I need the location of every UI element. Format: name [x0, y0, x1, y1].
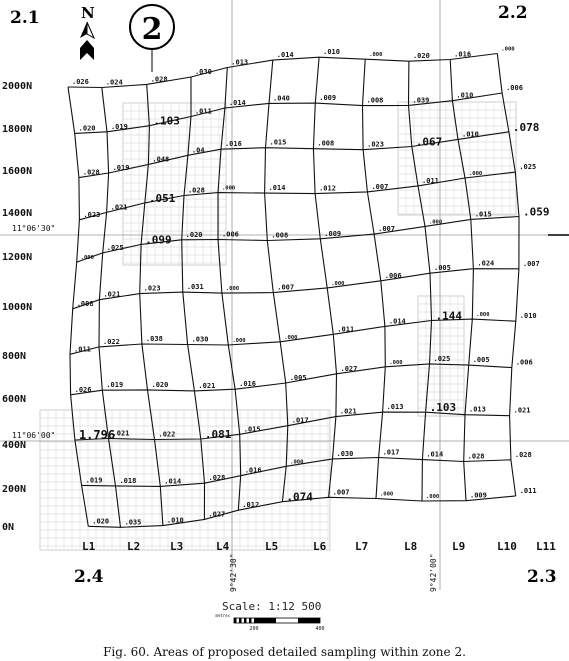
northing-label: 1000N [2, 302, 33, 313]
sample-value: .000 [379, 491, 394, 498]
sample-value: .010 [519, 312, 537, 321]
sample-value: .009 [319, 94, 337, 103]
detail-area-northeast [398, 102, 516, 215]
sample-value: .008 [366, 96, 384, 105]
northing-label: 1200N [2, 252, 33, 263]
sample-value: .006 [515, 358, 533, 367]
northing-label: 1400N [2, 208, 33, 219]
sample-value: .027 [208, 510, 226, 519]
sample-value: .000 [232, 337, 246, 344]
sample-value: .005 [289, 373, 307, 382]
sample-value: .016 [224, 140, 242, 149]
sample-value: .019 [85, 476, 103, 485]
sample-value: .028 [208, 474, 226, 483]
sample-value: .015 [474, 210, 492, 219]
sample-value: .011 [422, 176, 439, 185]
northing-label: 0N [2, 522, 15, 533]
line-label: L10 [497, 540, 517, 553]
northing-label: 800N [2, 351, 27, 362]
grid-column-line [265, 60, 288, 502]
sample-value: .020 [151, 380, 169, 389]
line-label: L5 [265, 540, 279, 553]
sample-value: .144 [435, 309, 463, 323]
scale-bar-tick [244, 618, 247, 623]
corner-label-se: 2.3 [527, 567, 557, 587]
line-label: L8 [404, 540, 418, 553]
sample-value: .015 [243, 425, 261, 434]
sample-value: .016 [454, 50, 472, 59]
sample-value: .000 [284, 334, 298, 341]
sample-value: .014 [228, 98, 246, 107]
sample-value: .000 [426, 493, 440, 500]
sample-value: .040 [273, 94, 290, 103]
sample-value: .015 [269, 138, 287, 147]
sample-value: .035 [124, 518, 142, 527]
sample-value: .026 [74, 385, 92, 394]
sample-value: .025 [106, 243, 124, 252]
sample-value: .04 [191, 146, 205, 155]
sample-value: .021 [112, 429, 130, 438]
sample-value: 1.796 [78, 428, 116, 443]
sample-value: .014 [268, 184, 286, 193]
sample-value: .030 [194, 67, 212, 76]
grid-column-line [140, 84, 163, 525]
sample-value: .014 [164, 477, 182, 486]
sample-value: .074 [286, 490, 313, 504]
sample-value: .011 [337, 325, 355, 334]
figure-caption: Fig. 60. Areas of proposed detailed sampling within zone 2. [103, 645, 466, 659]
sample-value: .067 [415, 135, 443, 149]
north-arrow-icon [80, 22, 87, 38]
northing-label: 1600N [2, 166, 33, 177]
sample-value: .000 [468, 170, 483, 177]
sample-value: .011 [74, 345, 91, 354]
scale-text: Scale: 1:12 500 [222, 600, 322, 613]
north-label: N [81, 4, 95, 22]
scale-mid-label: 200 [249, 626, 259, 632]
sample-value: .009 [469, 491, 487, 500]
sample-value: .011 [194, 107, 212, 116]
sample-value: .000 [290, 459, 304, 466]
sample-value: .008 [271, 231, 289, 240]
sample-value: .007 [378, 225, 395, 234]
sample-value: .013 [386, 403, 404, 412]
sample-value: .019 [112, 163, 130, 172]
sample-value: .008 [317, 139, 335, 148]
sample-value: .028 [82, 168, 100, 177]
longitude-label: 9°42'00" [429, 553, 438, 592]
sample-value: .017 [291, 416, 309, 425]
sample-value: .020 [185, 230, 203, 239]
sample-value: .000 [331, 280, 345, 287]
sample-value: .011 [519, 486, 537, 495]
sample-value: .006 [506, 83, 523, 92]
sample-value: .025 [433, 354, 451, 363]
sample-value: .021 [198, 381, 216, 390]
sample-value: .018 [119, 476, 137, 485]
line-label: L11 [536, 540, 556, 553]
sample-value: .021 [103, 290, 121, 299]
sample-value: .014 [388, 317, 406, 326]
sample-value: .024 [105, 78, 123, 87]
corner-label-nw: 2.1 [10, 8, 40, 28]
sample-value: .028 [150, 75, 168, 84]
sample-value: .020 [92, 517, 110, 526]
sample-value: .028 [467, 452, 485, 461]
north-arrow-icon-right [87, 22, 94, 38]
sample-value: .000 [428, 219, 443, 226]
latitude-label: 11°06'00" [12, 431, 56, 440]
zone-number: 2 [141, 12, 163, 47]
sample-value: .024 [477, 259, 495, 268]
sample-value: .023 [367, 140, 384, 149]
sample-value: .010 [462, 130, 479, 139]
sample-value: .019 [106, 381, 124, 390]
sample-value: .000 [221, 185, 236, 192]
sample-value: .007 [277, 283, 295, 292]
sample-value: .013 [468, 405, 486, 414]
sample-value: .025 [519, 163, 537, 172]
sample-value: .008 [76, 299, 94, 308]
sample-value: .017 [382, 448, 400, 457]
sample-value: .005 [472, 356, 490, 365]
sample-value: .005 [434, 264, 451, 273]
northing-label: 2000N [2, 81, 33, 92]
sample-value: .031 [186, 283, 204, 292]
sample-value: .019 [110, 122, 128, 131]
sample-value: .000 [225, 286, 240, 293]
sample-value: .000 [80, 255, 94, 262]
sample-value: .022 [103, 337, 120, 346]
sample-value: .000 [369, 52, 383, 59]
sample-value: .006 [222, 230, 239, 239]
grid-column-line [182, 77, 205, 519]
sample-value: .039 [412, 96, 430, 105]
sample-value: .000 [389, 359, 403, 366]
sample-value: .007 [522, 259, 540, 268]
line-label: L9 [452, 540, 466, 553]
sample-value: .000 [501, 46, 515, 53]
sample-value: .030 [191, 335, 209, 344]
sample-value: .016 [239, 380, 256, 389]
line-label: L1 [82, 540, 96, 553]
sample-value: .016 [244, 466, 262, 475]
sample-value: .012 [242, 501, 260, 510]
northing-label: 600N [2, 394, 27, 405]
sample-value: .012 [319, 184, 336, 193]
grid-column-line [409, 61, 432, 501]
sample-value: .014 [426, 450, 444, 459]
sample-value: .028 [187, 186, 205, 195]
sample-value: .020 [78, 124, 96, 133]
north-arrow-tail-icon [80, 40, 94, 60]
grid-column-line [99, 88, 124, 528]
northing-label: 200N [2, 484, 27, 495]
scale-end-label: 400 [315, 626, 325, 632]
line-label: L7 [355, 540, 369, 553]
sample-value: .099 [145, 233, 172, 247]
line-label: L4 [216, 540, 230, 553]
sample-value: .014 [276, 51, 294, 60]
scale-bar-tick [249, 618, 252, 623]
sample-value: .007 [371, 182, 389, 191]
scale-bar-segment [298, 618, 320, 623]
sample-value: .013 [231, 58, 249, 67]
scale-bar-tick [239, 618, 242, 623]
line-label: L3 [170, 540, 184, 553]
sample-value: .006 [384, 271, 402, 280]
sample-value: .020 [412, 52, 430, 61]
sample-value: .022 [158, 430, 176, 439]
sample-value: .009 [324, 229, 342, 238]
corner-label-sw: 2.4 [74, 567, 104, 587]
sample-value: .081 [204, 428, 232, 442]
sample-value: .059 [522, 205, 550, 219]
sample-value: .023 [83, 210, 101, 219]
scale-bar-tick [234, 618, 237, 623]
line-label: L2 [127, 540, 141, 553]
sample-value: .010 [166, 516, 184, 525]
line-label: L6 [313, 540, 327, 553]
sample-value: .038 [145, 334, 163, 343]
sample-value: .021 [110, 203, 128, 212]
sample-value: .027 [340, 364, 358, 373]
sample-value: .007 [332, 488, 350, 497]
sample-value: .010 [323, 48, 340, 57]
grid-row-line [79, 132, 509, 178]
sample-value: .000 [476, 312, 490, 319]
sample-value: .103 [429, 401, 457, 415]
sample-value: .023 [143, 284, 161, 293]
sample-value: .021 [339, 407, 357, 416]
sample-value: .028 [514, 450, 532, 459]
northing-label: 1800N [2, 124, 33, 135]
grid-row-line [79, 172, 515, 220]
longitude-label: 9°42'30" [229, 553, 238, 592]
latitude-label: 11°06'30" [12, 224, 56, 233]
grid-column-line [313, 57, 336, 497]
sample-value: .078 [512, 120, 540, 134]
scale-unit: metres [215, 613, 230, 618]
sample-value: .051 [148, 191, 176, 205]
sample-value: .103 [153, 114, 180, 128]
scale-bar-segment [254, 618, 276, 623]
sample-value: .010 [456, 91, 474, 100]
sample-value: .021 [513, 406, 531, 415]
sample-value: .048 [152, 155, 170, 164]
sample-value: .026 [72, 78, 89, 86]
corner-label-ne: 2.2 [498, 3, 528, 23]
northing-label: 400N [2, 440, 27, 451]
sample-value: .030 [336, 449, 354, 458]
